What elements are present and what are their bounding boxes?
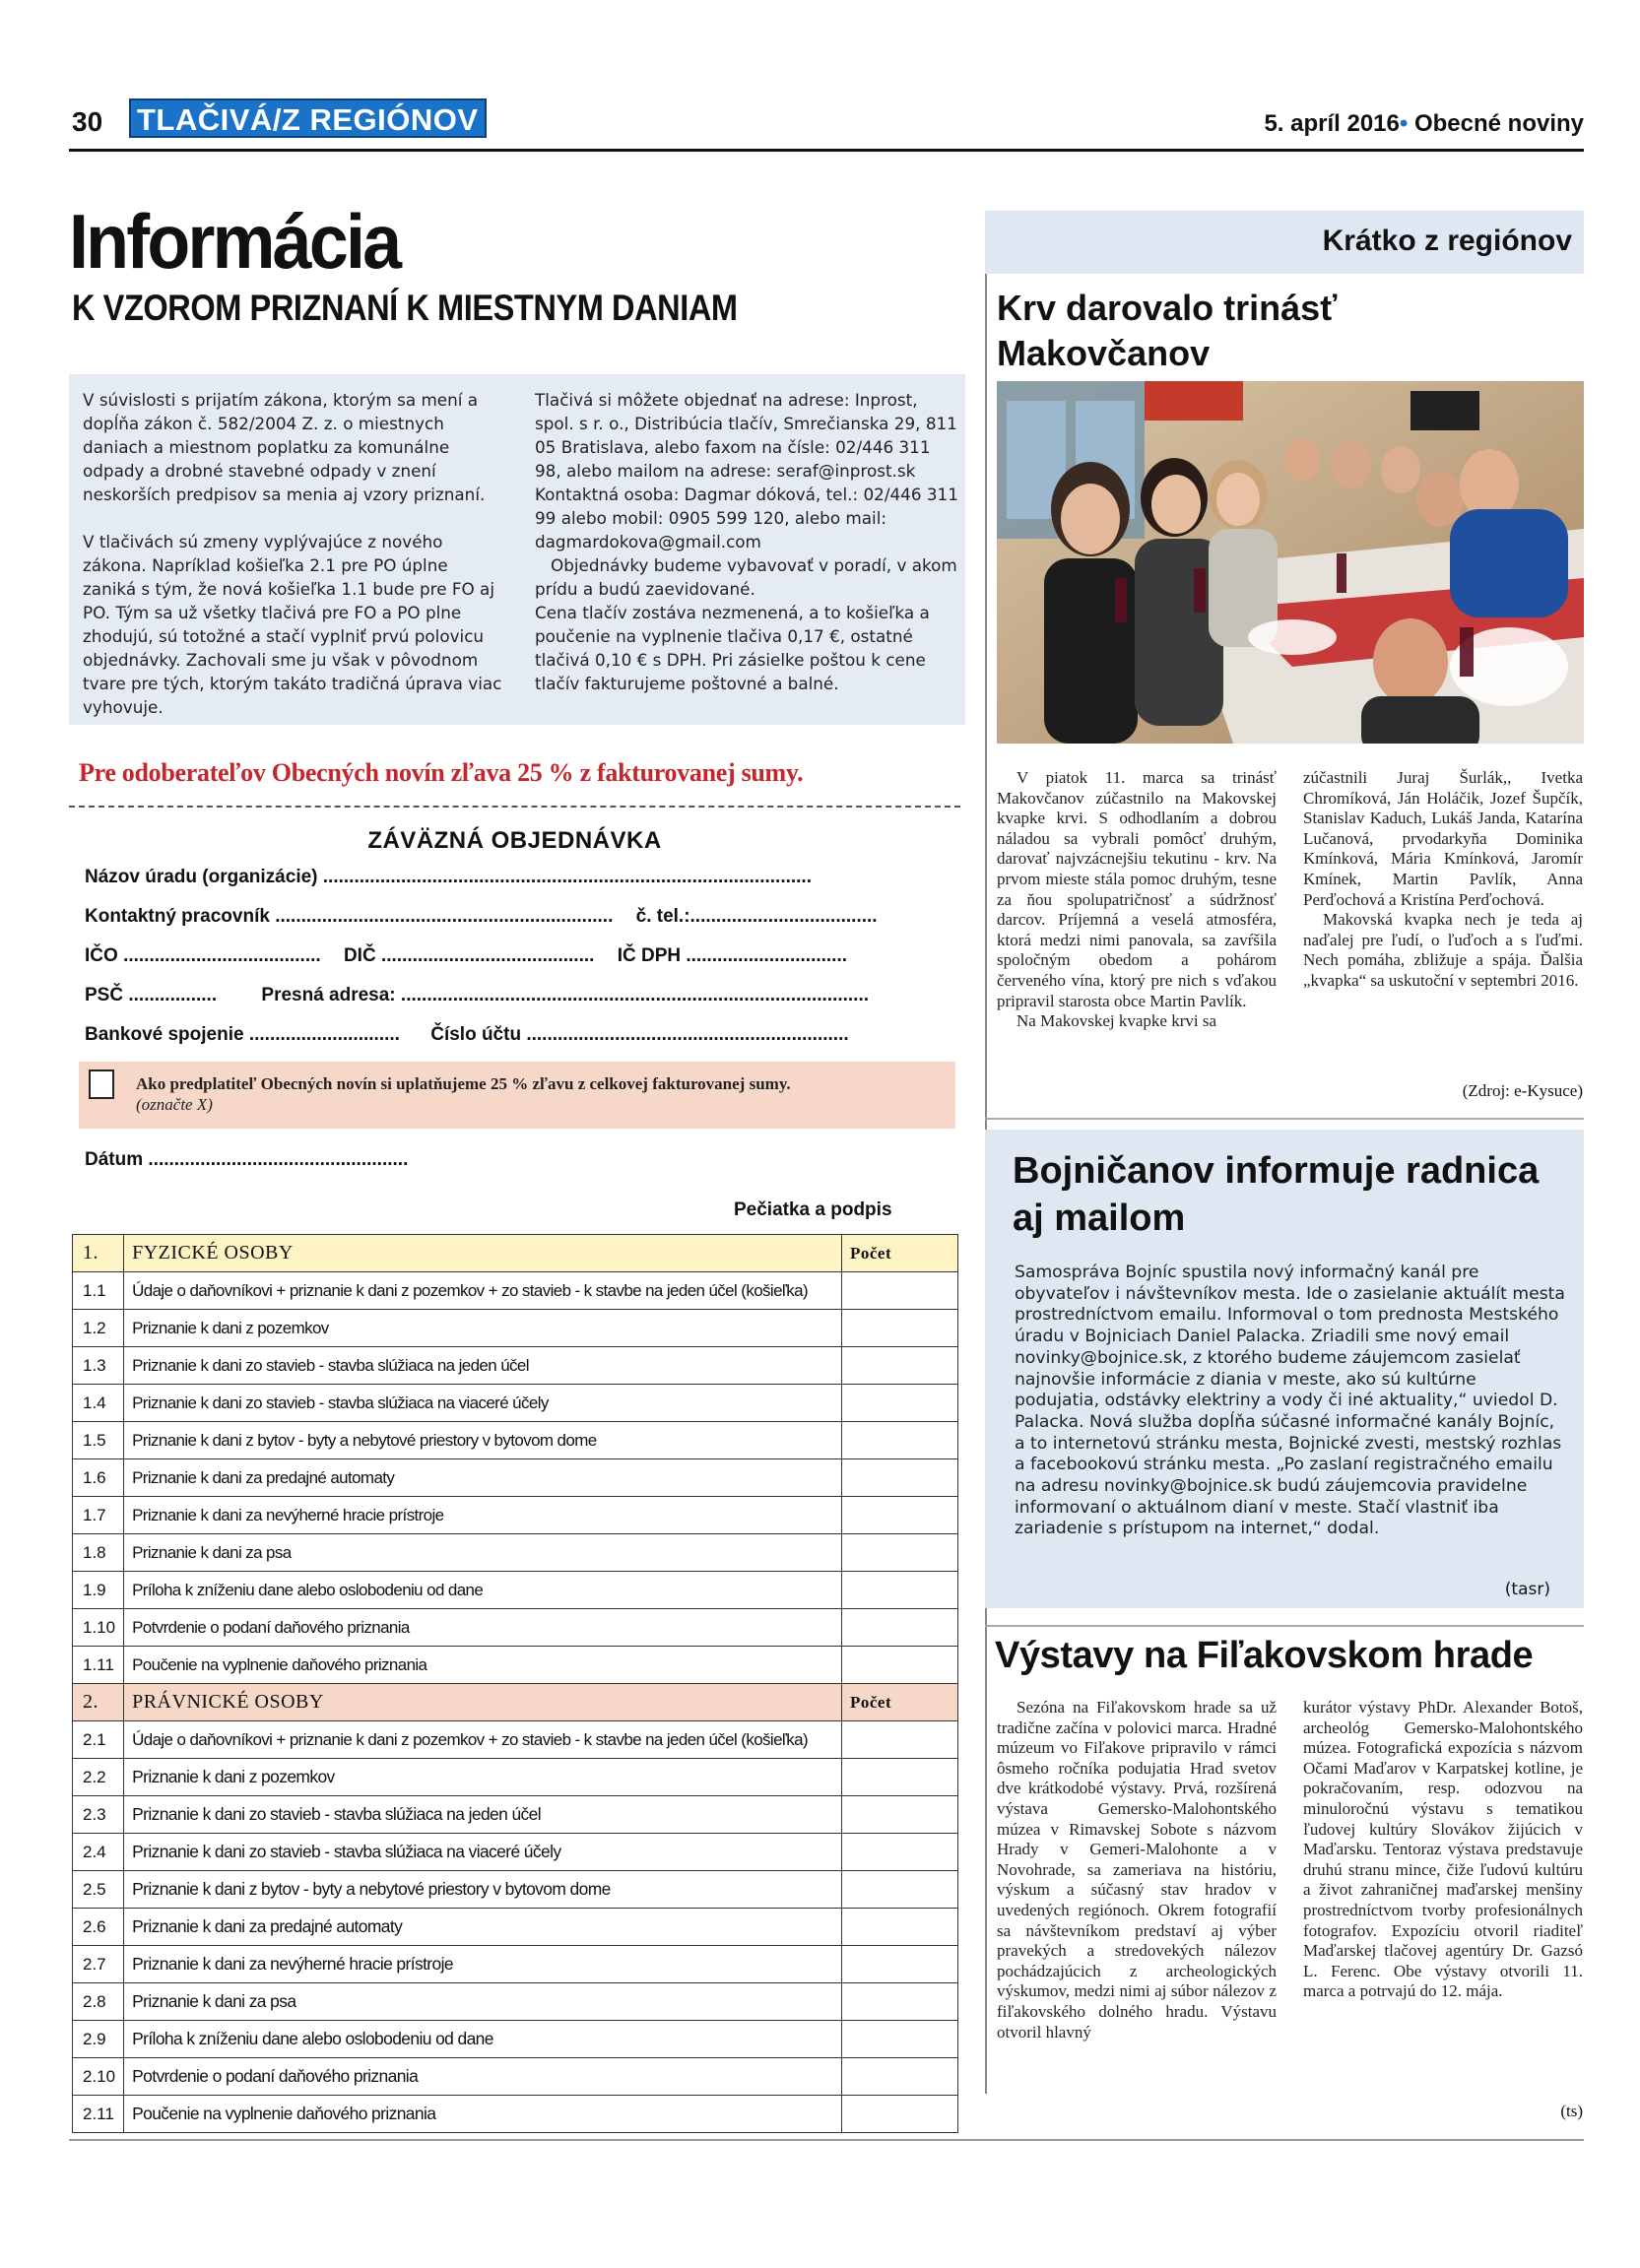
- quantity-cell[interactable]: [842, 1834, 958, 1871]
- table-row: [73, 1909, 958, 1946]
- blood-donors-photo: [997, 381, 1584, 744]
- quantity-cell[interactable]: [842, 1647, 958, 1684]
- section-tag: TLAČIVÁ/Z REGIÓNOV: [129, 98, 487, 138]
- form-description: Priznanie k dani zo stavieb - stavba slúžiaca na viaceré účely: [124, 1385, 842, 1422]
- form-description: Priznanie k dani z pozemkov: [124, 1310, 842, 1347]
- quantity-cell[interactable]: [842, 1310, 958, 1347]
- table-section-header: [73, 1684, 958, 1721]
- checkbox-hint: (označte X): [136, 1095, 213, 1114]
- quantity-cell[interactable]: [842, 1497, 958, 1534]
- office-field[interactable]: ..............................................................................................: [322, 867, 812, 887]
- quantity-cell[interactable]: [842, 1459, 958, 1497]
- form-row-date: [85, 1149, 408, 1171]
- forms-order-table: [72, 1234, 958, 2133]
- page-number: 30: [72, 106, 103, 137]
- blood-article-text: Na Makovskej kvapke krvi sa: [1017, 1011, 1217, 1031]
- blood-article-column-1: [997, 768, 1277, 1032]
- form-description: Priznanie k dani zo stavieb - stavba slúžiaca na viaceré účely: [124, 1834, 842, 1871]
- price-info: Cena tlačív zostáva nezmenená, a to košieľka a poučenie na vyplnenie tlačiva 0,17 €, ostatné tlačivá 0,10 € s DPH. Pri zásielke poštou k cene tlačív fakturujeme poštovné a balné.: [535, 603, 930, 693]
- castle-article-title: Výstavy na Fiľakovskom hrade: [995, 1635, 1534, 1676]
- intro-paragraph: V tlačivách sú zmeny vyplývajúce z nového zákona. Napríklad košieľka 2.1 pre PO úplne zaniká s tým, že nová košieľka 1.1 bude pre FO aj PO. Tým sa už všetky tlačivá pre FO a PO plne zhodujú, sú totožné a stačí vyplniť prvú polovicu objednávky. Zachovali sme ju však v pôvodnom tvare pre tých, ktorým takáto tradičná úprava viac vyhovuje.: [83, 532, 502, 717]
- form-description: Priznanie k dani za nevýherné hracie prístroje: [124, 1497, 842, 1534]
- form-description: Priznanie k dani z bytov - byty a nebytové priestory v bytovom dome: [124, 1422, 842, 1459]
- form-number: 2.1: [73, 1721, 124, 1759]
- bojnice-article-title: [1013, 1147, 1539, 1242]
- castle-article-column-1: Sezóna na Fiľakovskom hrade sa už tradične začína v polovici marca. Hradné múzeum vo Fiľakove pripravilo v rámci ôsmeho ročníka podujatia Hrad svetov dve krátkodobé výstavy. Prvá, rozšírená výstava Gemersko-Malohontského múzea v Rimavskej Sobote s názvom Hrady v Gemeri-Malohonte a v Novohrade, sa zameriava na históriu, výskum a súčasný stav hradov v uvedených regiónoch. Okrem fotografií sa návštevníkom predstaví aj výber pravekých a stredovekých nálezov pochádzajúcich z archeologických výskumov, medzi nimi aj súbor nálezov z fiľakovského dolného hradu. Výstavu otvoril hlavný: [997, 1698, 1277, 2041]
- form-description: Poučenie na vyplnenie daňového priznania: [124, 1647, 842, 1684]
- table-row: [73, 1946, 958, 1983]
- date-field[interactable]: ..................................................: [148, 1149, 409, 1170]
- bank-field[interactable]: .............................: [248, 1024, 400, 1045]
- form-row-contact: [85, 906, 878, 928]
- form-row-ids: [85, 945, 847, 967]
- castle-article-source: (ts): [1560, 2102, 1583, 2120]
- issue-line: [1264, 110, 1584, 138]
- count-header: Počet: [842, 1684, 958, 1721]
- quantity-cell[interactable]: [842, 1871, 958, 1909]
- bojnice-article-text: Samospráva Bojníc spustila nový informačný kanál pre obyvateľov i návštevníkov mesta. Ide o zasielanie aktuálít mesta prostredníctvom emailu. Informoval o tom prednosta Mestského úradu v Bojniciach Daniel Palacka. Zriadili sme nový email novinky@bojnice.sk, z ktorého budeme záujemcom zasielať najnovšie informácie z diania v meste, ako sú kultúrne podujatia, odstávky elektriny a vody či iné aktuality,“ uviedol D. Palacka. Nová služba dopĺňa súčasné informačné kanály Bojníc, a to internetovú stránku mesta, Bojnické zvesti, mestský rozhlas a facebookovú stránku mesta. „Po zaslaní registračného emailu na adresu novinky@bojnice.sk budú záujemcovia pravidelne informovaní o aktuálnom dianí v meste. Stačí vlastniť iba zariadenie s prístupom na internet,“ dodal.: [1015, 1263, 1565, 1539]
- table-row: [73, 1647, 958, 1684]
- bottom-rule: [69, 2139, 1584, 2141]
- form-description: Príloha k zníženiu dane alebo oslobodeniu od dane: [124, 2021, 842, 2058]
- cut-line: [69, 806, 960, 808]
- quantity-cell[interactable]: [842, 1609, 958, 1647]
- form-number: 1.1: [73, 1272, 124, 1310]
- article-divider: [985, 1625, 1584, 1627]
- form-description: Priznanie k dani za psa: [124, 1534, 842, 1572]
- form-row-office: [85, 867, 812, 888]
- table-row: [73, 1497, 958, 1534]
- form-description: Priznanie k dani z bytov - byty a nebytové priestory v bytovom dome: [124, 1871, 842, 1909]
- stamp-signature-label: Pečiatka a podpis: [734, 1199, 892, 1220]
- form-number: 1.5: [73, 1422, 124, 1459]
- form-number: 1.3: [73, 1347, 124, 1385]
- order-form-title: ZÁVÄZNÁ OBJEDNÁVKA: [367, 827, 662, 854]
- quantity-cell[interactable]: [842, 2096, 958, 2133]
- quantity-cell[interactable]: [842, 1721, 958, 1759]
- table-row: [73, 1534, 958, 1572]
- section-number: 1.: [73, 1235, 124, 1272]
- form-description: Priznanie k dani za predajné automaty: [124, 1909, 842, 1946]
- form-number: 2.3: [73, 1796, 124, 1834]
- form-number: 1.6: [73, 1459, 124, 1497]
- blood-article-text: V piatok 11. marca sa trinásť Makovčanov zúčastnilo na Makovskej kvapke krvi. S odhodlaním a dobrou náladou sa vybrali pomôcť druhým, darovať najvzácnejšiu tekutinu - krv. Na prvom mieste stála pomoc druhým, tesne za ňou spolupatričnosť a súdržnosť darcov. Príjemná a veselá atmosféra, ktorá medzi nimi panovala, sa zavŕšila spoločným obedom a pohárom červeného vína, ktorý pre nich s vďakou pripravil starosta obce Martin Pavlík.: [997, 768, 1277, 1010]
- form-number: 2.10: [73, 2058, 124, 2096]
- form-description: Priznanie k dani z pozemkov: [124, 1759, 842, 1796]
- form-description: Potvrdenie o podaní daňového priznania: [124, 1609, 842, 1647]
- ico-field[interactable]: ......................................: [123, 945, 321, 966]
- quantity-cell[interactable]: [842, 1572, 958, 1609]
- quantity-cell[interactable]: [842, 1385, 958, 1422]
- form-row-bank: [85, 1024, 849, 1046]
- form-number: 2.5: [73, 1871, 124, 1909]
- article-subtitle: K VZOROM PRIZNANÍ K MIESTNYM DANIAM: [72, 288, 738, 328]
- form-description: Priznanie k dani zo stavieb - stavba slúžiaca na jeden účel: [124, 1347, 842, 1385]
- form-description: Priznanie k dani za psa: [124, 1983, 842, 2021]
- blood-article-title: [997, 286, 1337, 376]
- phone-field[interactable]: ....................................: [689, 906, 878, 927]
- group-photo-image: [997, 381, 1584, 744]
- form-number: 2.11: [73, 2096, 124, 2133]
- table-row: [73, 1796, 958, 1834]
- bojnice-title-line: Bojničanov informuje radnica: [1013, 1150, 1540, 1192]
- blood-article-text: zúčastnili Juraj Šurlák,, Ivetka Chromíková, Ján Holáčik, Jozef Šupčík, Stanislav Kaduch, Lukáš Janda, Katarína Lučanová, prvodarkyňa Dominika Kmínková, Mária Kmínková, Jaromír Kmínek, Martin Pavlík, Anna Perďochová a Kristína Perďochová.: [1303, 768, 1583, 909]
- intro-paragraph: V súvislosti s prijatím zákona, ktorým sa mení a dopĺňa zákon č. 582/2004 Z. z. o miestnych daniach a miestnom poplatku za komunálne odpady a drobné stavebné odpady v znení neskorších predpisov sa menia aj vzory priznaní.: [83, 390, 486, 504]
- castle-article-column-2: kurátor výstavy PhDr. Alexander Botoš, archeológ Gemersko-Malohontského múzea. Fotografická expozícia s názvom Očami Maďarov v Karpatskej kotline, je pokračovaním, resp. odozvou na minuloročnú výstavu s tematikou ľudovej kultúry Slovákov žijúcich v Maďarsku. Tentoraz výstava predstavuje druhú stranu mince, čiže ľudovú kultúru a život zahraničnej maďarskej menšiny prostredníctvom tvorby profesionálnych fotografov. Expozíciu otvoril riaditeľ Maďarskej tlačovej agentúry Dr. Gazsó L. Ferenc. Obe výstavy otvorili 11. marca a potrvajú do 12. mája.: [1303, 1698, 1583, 2001]
- table-row: [73, 1759, 958, 1796]
- ordering-info: Tlačivá si môžete objednať na adrese: Inprost, spol. s r. o., Distribúcia tlačív, Smrečianska 29, 811 05 Bratislava, alebo faxom na čísle: 02/446 311 98, alebo mailom na adrese: seraf@inprost.sk Kontaktná osoba: Dagmar dóková, tel.: 02/446 311 99 alebo mobil: 0905 599 120, alebo mail: dagmardokova@gmail.com: [535, 390, 958, 551]
- section-label: FYZICKÉ OSOBY: [124, 1235, 842, 1272]
- phone-label: č. tel.:: [635, 906, 690, 927]
- intro-column-left: [83, 388, 506, 719]
- form-row-address: [85, 985, 869, 1006]
- table-row: [73, 1721, 958, 1759]
- bojnice-title-line: aj mailom: [1013, 1198, 1186, 1239]
- account-label: Číslo účtu: [430, 1024, 522, 1045]
- intro-column-right: [535, 388, 958, 695]
- table-row: [73, 2021, 958, 2058]
- form-number: 2.6: [73, 1909, 124, 1946]
- publication-name: Obecné noviny: [1413, 110, 1584, 137]
- quantity-cell[interactable]: [842, 1946, 958, 1983]
- ordering-info: Objednávky budeme vybavovať v poradí, v akom prídu a budú zaevidované.: [535, 555, 957, 599]
- form-number: 1.8: [73, 1534, 124, 1572]
- table-row: [73, 1347, 958, 1385]
- form-number: 1.4: [73, 1385, 124, 1422]
- table-row: [73, 1459, 958, 1497]
- form-number: 1.11: [73, 1647, 124, 1684]
- form-description: Priznanie k dani za nevýherné hracie prístroje: [124, 1946, 842, 1983]
- article-divider: [985, 1118, 1584, 1120]
- table-row: [73, 1310, 958, 1347]
- bojnice-article-source: (tasr): [1504, 1580, 1550, 1599]
- date-label: Dátum: [85, 1149, 144, 1170]
- address-field[interactable]: ..........................................................................................: [400, 985, 870, 1005]
- form-number: 2.9: [73, 2021, 124, 2058]
- form-number: 1.9: [73, 1572, 124, 1609]
- quantity-cell[interactable]: [842, 2021, 958, 2058]
- issue-date: 5. apríl 2016: [1264, 110, 1400, 137]
- form-description: Poučenie na vyplnenie daňového priznania: [124, 2096, 842, 2133]
- form-number: 1.2: [73, 1310, 124, 1347]
- quantity-cell[interactable]: [842, 1347, 958, 1385]
- count-header: Počet: [842, 1235, 958, 1272]
- form-number: 2.4: [73, 1834, 124, 1871]
- subscriber-checkbox[interactable]: [89, 1069, 114, 1099]
- table-row: [73, 1834, 958, 1871]
- quantity-cell[interactable]: [842, 1796, 958, 1834]
- bank-label: Bankové spojenie: [85, 1024, 244, 1045]
- bullet-dot-icon: •: [1399, 110, 1414, 137]
- article-title: Informácia: [69, 198, 400, 285]
- ico-label: IČO: [85, 945, 118, 966]
- section-number: 2.: [73, 1684, 124, 1721]
- form-number: 2.8: [73, 1983, 124, 2021]
- psc-label: PSČ: [85, 985, 124, 1005]
- table-row: [73, 1572, 958, 1609]
- quantity-cell[interactable]: [842, 1272, 958, 1310]
- table-row: [73, 1871, 958, 1909]
- blood-title-line: Krv darovalo trinásť: [997, 288, 1338, 328]
- form-description: Údaje o daňovníkovi + priznanie k dani z pozemkov + zo stavieb - k stavbe na jeden účel (košieľka): [124, 1721, 842, 1759]
- address-label: Presná adresa:: [261, 985, 396, 1005]
- table-row: [73, 1609, 958, 1647]
- contact-field[interactable]: .................................................................: [275, 906, 614, 927]
- checkbox-label: Ako predplatiteľ Obecných novín si uplatňujeme 25 % zľavu z celkovej fakturovanej sumy.: [136, 1074, 791, 1093]
- form-number: 1.7: [73, 1497, 124, 1534]
- quantity-cell[interactable]: [842, 1422, 958, 1459]
- icdph-label: IČ DPH: [617, 945, 682, 966]
- quantity-cell[interactable]: [842, 1909, 958, 1946]
- form-description: Potvrdenie o podaní daňového priznania: [124, 2058, 842, 2096]
- form-number: 2.2: [73, 1759, 124, 1796]
- table-row: [73, 1422, 958, 1459]
- form-number: 1.10: [73, 1609, 124, 1647]
- discount-note: Pre odoberateľov Obecných novín zľava 25 % z fakturovanej sumy.: [79, 758, 804, 787]
- subscriber-discount-text: [136, 1073, 791, 1115]
- psc-field[interactable]: .................: [128, 985, 218, 1005]
- table-row: [73, 1272, 958, 1310]
- quantity-cell[interactable]: [842, 2058, 958, 2096]
- blood-article-column-2: [1303, 768, 1583, 992]
- dic-label: DIČ: [343, 945, 376, 966]
- form-description: Priznanie k dani zo stavieb - stavba slúžiaca na jeden účel: [124, 1796, 842, 1834]
- section-label: PRÁVNICKÉ OSOBY: [124, 1684, 842, 1721]
- icdph-field[interactable]: ...............................: [686, 945, 848, 966]
- table-row: [73, 1983, 958, 2021]
- form-description: Údaje o daňovníkovi + priznanie k dani z pozemkov + zo stavieb - k stavbe na jeden účel (košieľka): [124, 1272, 842, 1310]
- form-description: Príloha k zníženiu dane alebo oslobodeniu od dane: [124, 1572, 842, 1609]
- quantity-cell[interactable]: [842, 1534, 958, 1572]
- regions-banner-label: Krátko z regiónov: [1322, 225, 1572, 257]
- table-section-header: [73, 1235, 958, 1272]
- bojnice-article-box: [985, 1130, 1584, 1608]
- quantity-cell[interactable]: [842, 1983, 958, 2021]
- header-rule: [69, 149, 1584, 152]
- form-number: 2.7: [73, 1946, 124, 1983]
- intro-box: [69, 374, 965, 725]
- blood-title-line: Makovčanov: [997, 333, 1211, 373]
- form-description: Priznanie k dani za predajné automaty: [124, 1459, 842, 1497]
- table-row: [73, 2096, 958, 2133]
- office-label: Názov úradu (organizácie): [85, 867, 318, 887]
- regions-banner: [985, 211, 1584, 274]
- table-row: [73, 1385, 958, 1422]
- contact-label: Kontaktný pracovník: [85, 906, 270, 927]
- blood-article-text: Makovská kvapka nech je teda aj naďalej pre ľudí, o ľuďoch a s ľuďmi. Nech pomáha, zbližuje a spája. Ďalšia „kvapka“ sa uskutoční v septembri 2016.: [1303, 910, 1583, 990]
- subscriber-discount-box: [79, 1062, 955, 1129]
- dic-field[interactable]: .........................................: [380, 945, 595, 966]
- table-row: [73, 2058, 958, 2096]
- account-field[interactable]: ..............................................................: [526, 1024, 849, 1045]
- quantity-cell[interactable]: [842, 1759, 958, 1796]
- blood-article-source: (Zdroj: e-Kysuce): [1462, 1081, 1583, 1100]
